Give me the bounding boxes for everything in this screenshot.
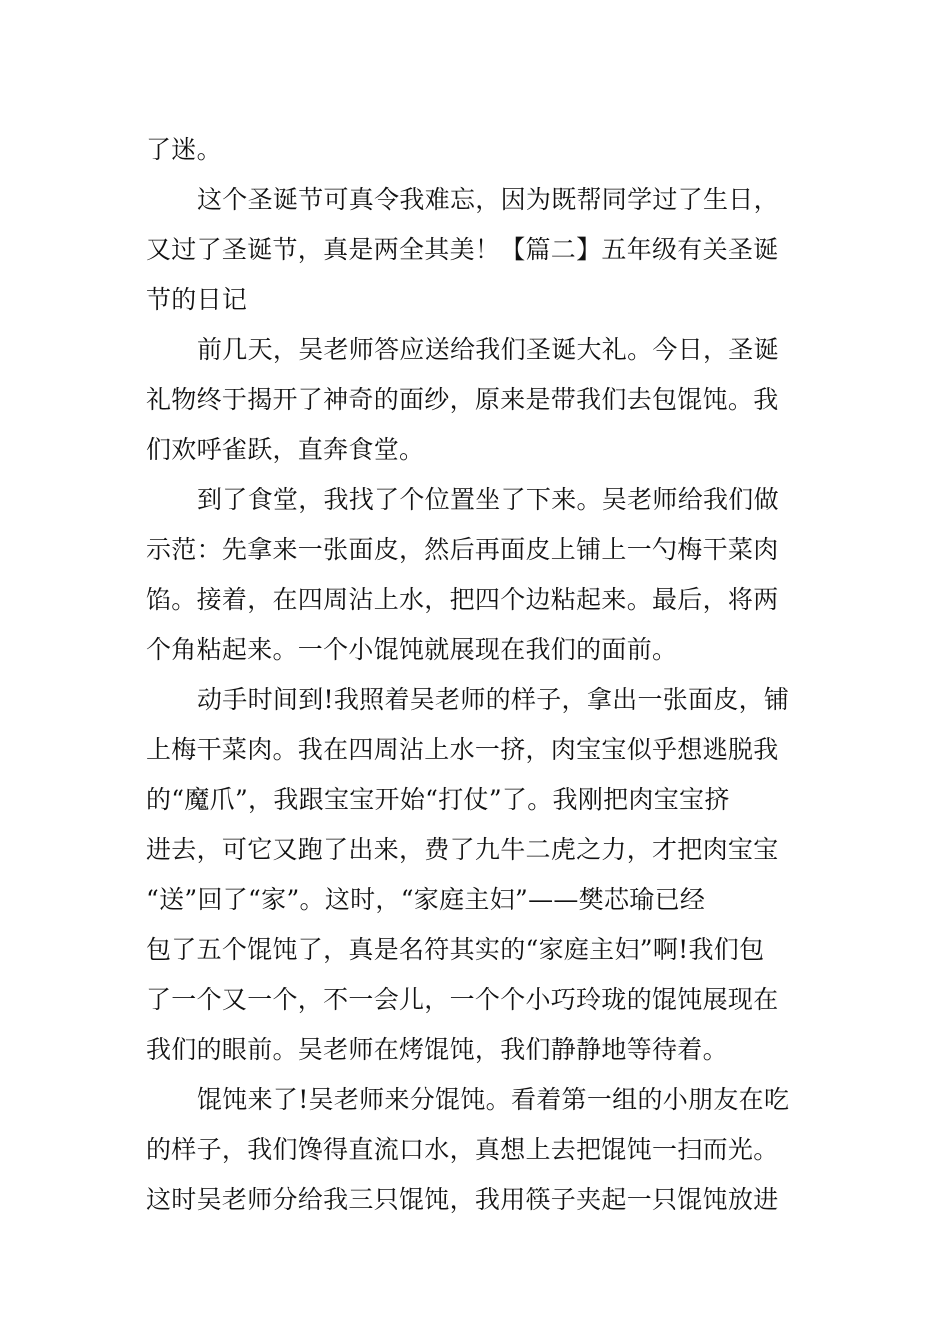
text-line: 我们的眼前。吴老师在烤馄饨，我们静静地等待着。	[146, 1035, 728, 1064]
text-line: 又过了圣诞节，真是两全其美！【篇二】五年级有关圣诞	[146, 235, 779, 264]
text-line: 进去，可它又跑了出来，费了九牛二虎之力，才把肉宝宝	[146, 835, 779, 864]
paragraph-start-line: 这个圣诞节可真令我难忘，因为既帮同学过了生日，	[197, 185, 779, 214]
text-line: 了迷。	[146, 135, 222, 164]
text-line: 礼物终于揭开了神奇的面纱，原来是带我们去包馄饨。我	[146, 385, 779, 414]
text-line: 们欢呼雀跃，直奔食堂。	[146, 435, 425, 464]
text-line: 这时吴老师分给我三只馄饨，我用筷子夹起一只馄饨放进	[146, 1185, 779, 1214]
text-line: 的样子，我们馋得直流口水，真想上去把馄饨一扫而光。	[146, 1135, 779, 1164]
text-line: 节的日记	[146, 285, 248, 314]
text-line: 上梅干菜肉。我在四周沾上水一挤，肉宝宝似乎想逃脱我	[146, 735, 779, 764]
text-line: 了一个又一个，不一会儿，一个个小巧玲珑的馄饨展现在	[146, 985, 779, 1014]
paragraph-start-line: 前几天，吴老师答应送给我们圣诞大礼。今日，圣诞	[197, 335, 779, 364]
text-line: 示范：先拿来一张面皮，然后再面皮上铺上一勺梅干菜肉	[146, 535, 779, 564]
text-line: 个角粘起来。一个小馄饨就展现在我们的面前。	[146, 635, 678, 664]
text-line: “送”回了“家”。这时，“家庭主妇”——樊芯瑜已经	[146, 885, 706, 914]
paragraph-start-line: 到了食堂，我找了个位置坐了下来。吴老师给我们做	[197, 485, 779, 514]
text-line: 的“魔爪”，我跟宝宝开始“打仗”了。我刚把肉宝宝挤	[146, 785, 730, 814]
paragraph-start-line: 馄饨来了!吴老师来分馄饨。看着第一组的小朋友在吃	[197, 1085, 790, 1114]
text-line: 包了五个馄饨了，真是名符其实的“家庭主妇”啊!我们包	[146, 935, 765, 964]
paragraph-start-line: 动手时间到!我照着吴老师的样子，拿出一张面皮，铺	[197, 685, 790, 714]
text-line: 馅。接着，在四周沾上水，把四个边粘起来。最后，将两	[146, 585, 779, 614]
